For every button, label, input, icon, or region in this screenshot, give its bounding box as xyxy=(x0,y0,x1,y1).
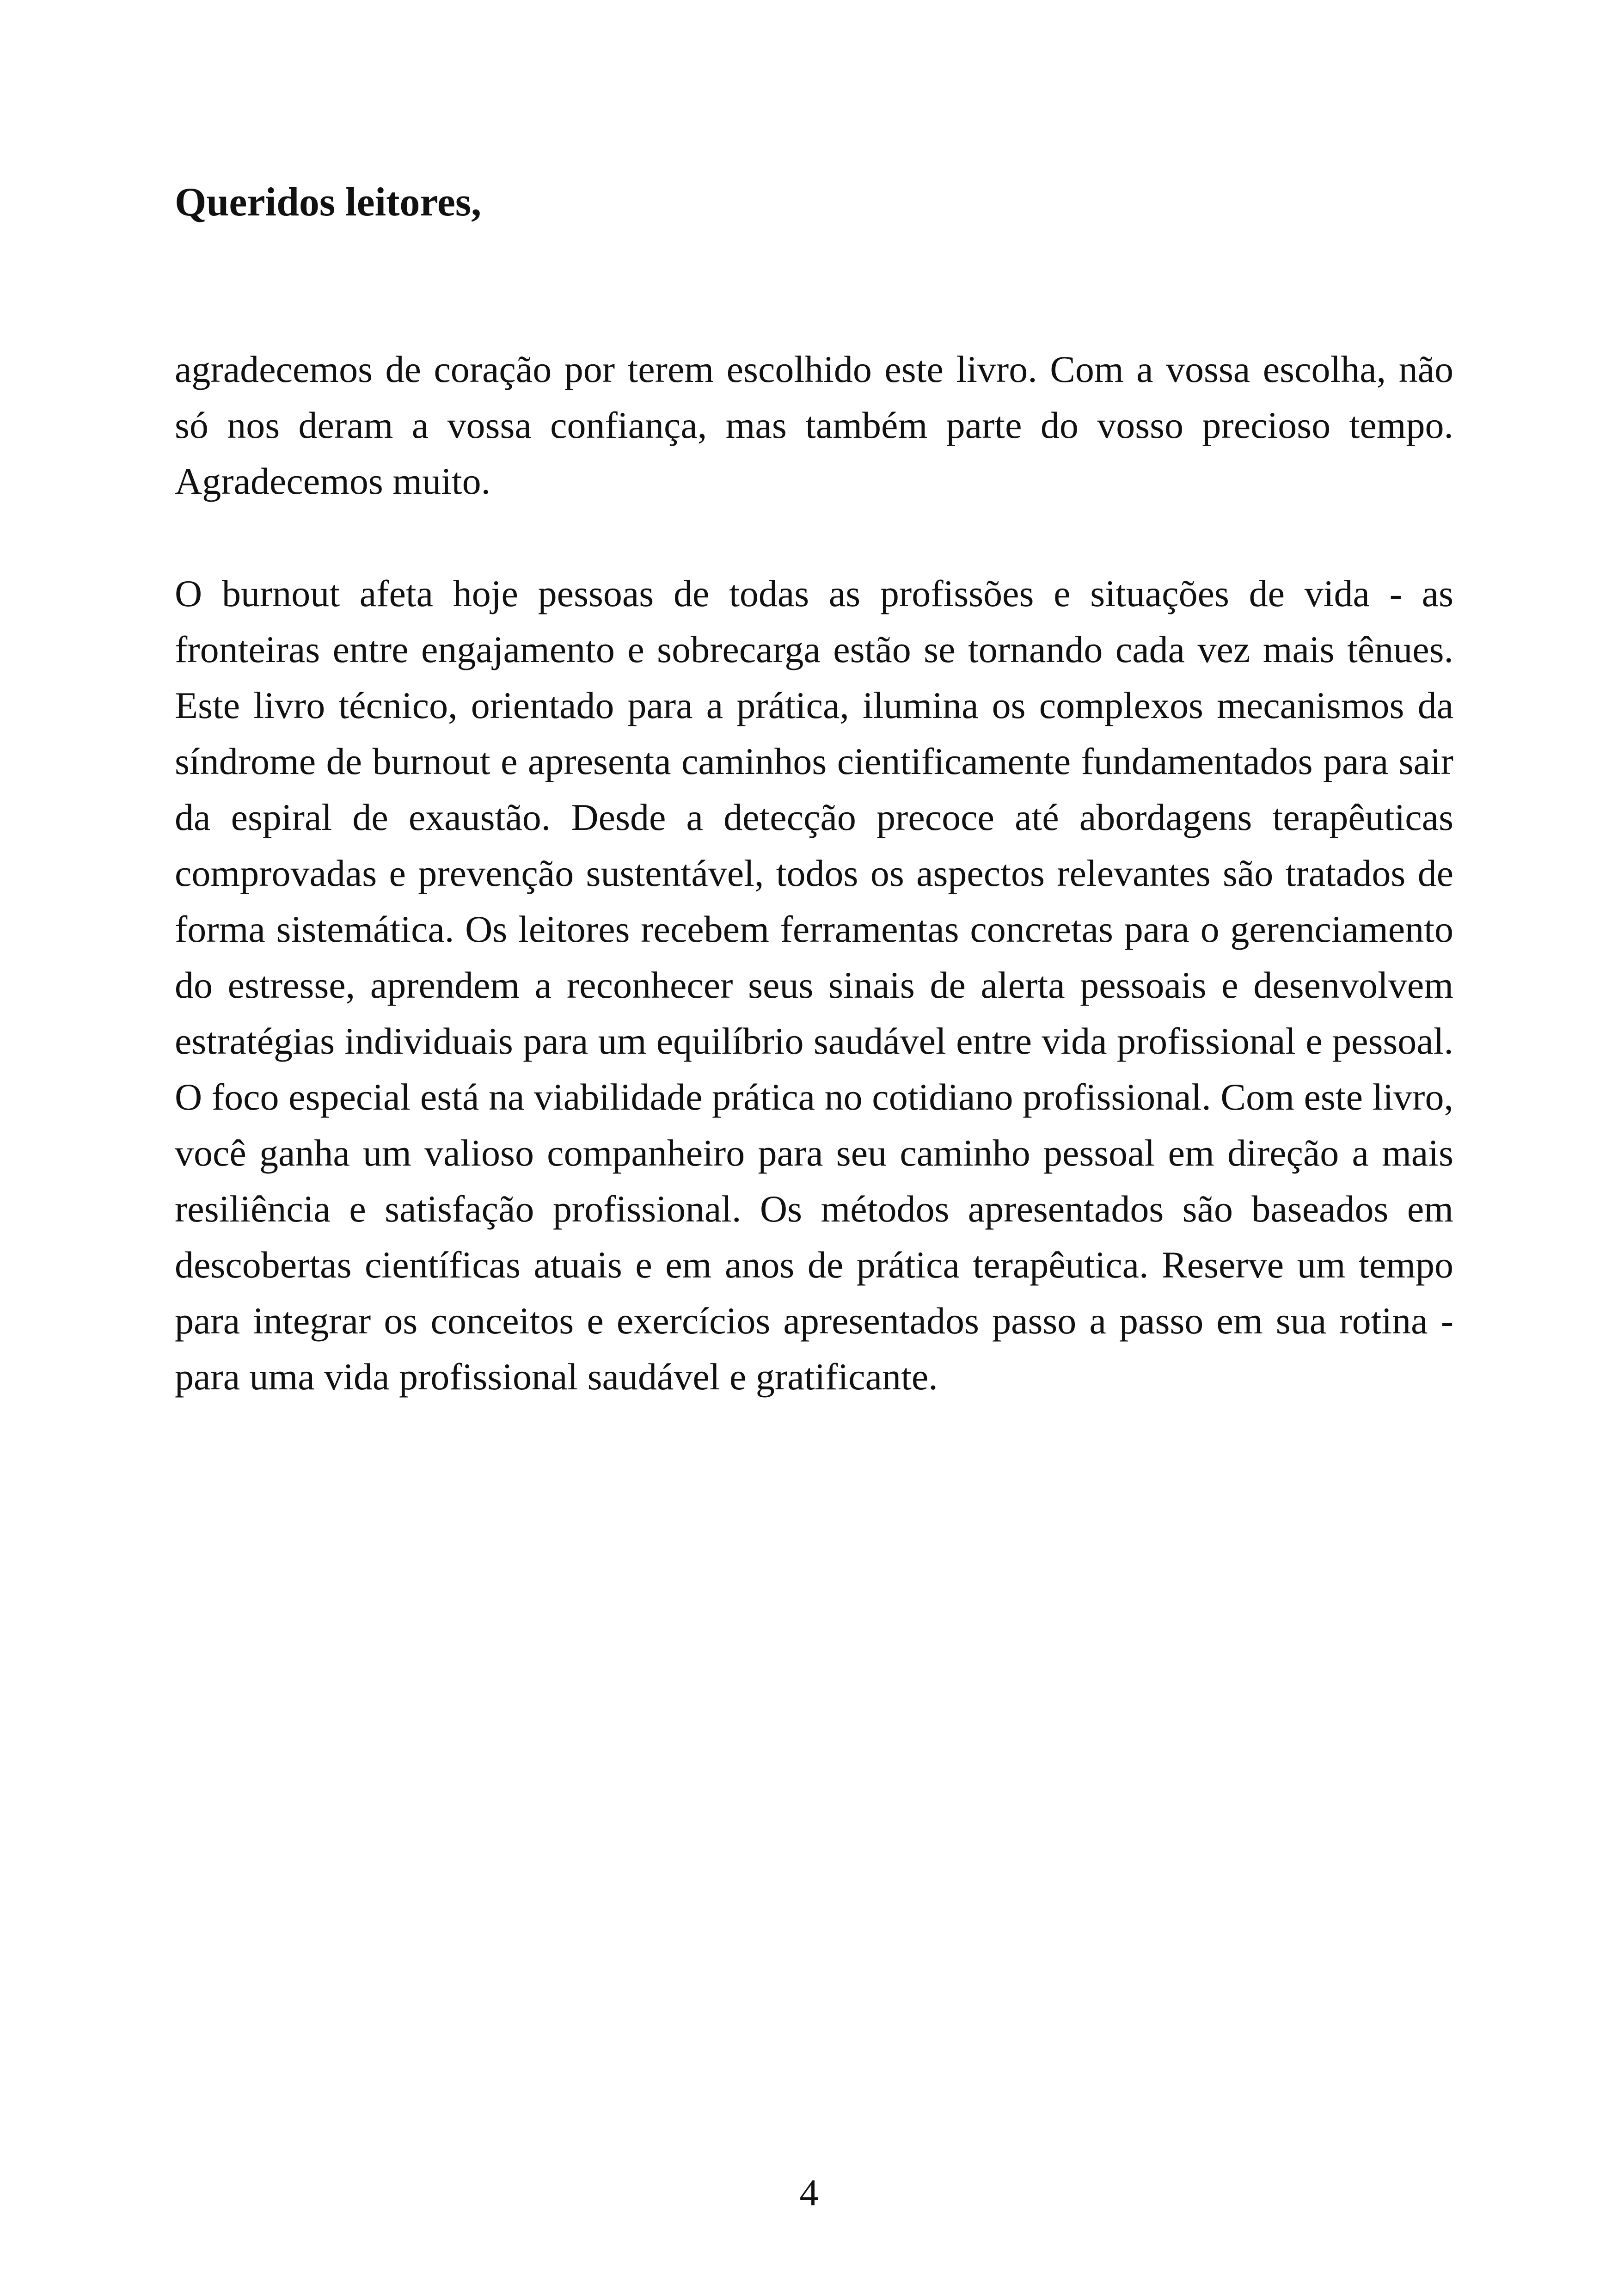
paragraph-thanks: agradecemos de coração por terem escolhido este livro. Com a vossa escolha, não só nos deram a vossa confiança, mas também parte do vosso precioso tempo. Agradecemos muito. xyxy=(175,348,1453,502)
paragraph-book-description: O burnout afeta hoje pessoas de todas as profissões e situações de vida - as fronteiras entre engajamento e sobrecarga estão se tornando cada vez mais tênues. Este livro técnico, orientado para a prática, ilumina os complexos mecanismos da síndrome de burnout e apresenta caminhos cientificamente fundamentados para sair da espiral de exaustão. Desde a detecção precoce até abordagens terapêuticas comprovadas e prevenção sustentável, todos os aspectos relevantes são tratados de forma sistemática. Os leitores recebem ferramentas concretas para o gerenciamento do estresse, aprendem a reconhecer seus sinais de alerta pessoais e desenvolvem estratégias individuais para um equilíbrio saudável entre vida profissional e pessoal. O foco especial está na viabilidade prática no cotidiano profissional. Com este livro, você ganha um valioso companheiro para seu caminho pessoal em direção a mais resiliência e satisfação profissional. Os métodos apresentados são baseados em descobertas científicas atuais e em anos de prática terapêutica. Reserve um tempo para integrar os conceitos e exercícios apresentados passo a passo em sua rotina - para uma vida profissional saudável e gratificante. xyxy=(175,572,1453,1398)
greeting-heading: Queridos leitores, xyxy=(175,180,482,225)
page-number: 4 xyxy=(799,2172,819,2214)
